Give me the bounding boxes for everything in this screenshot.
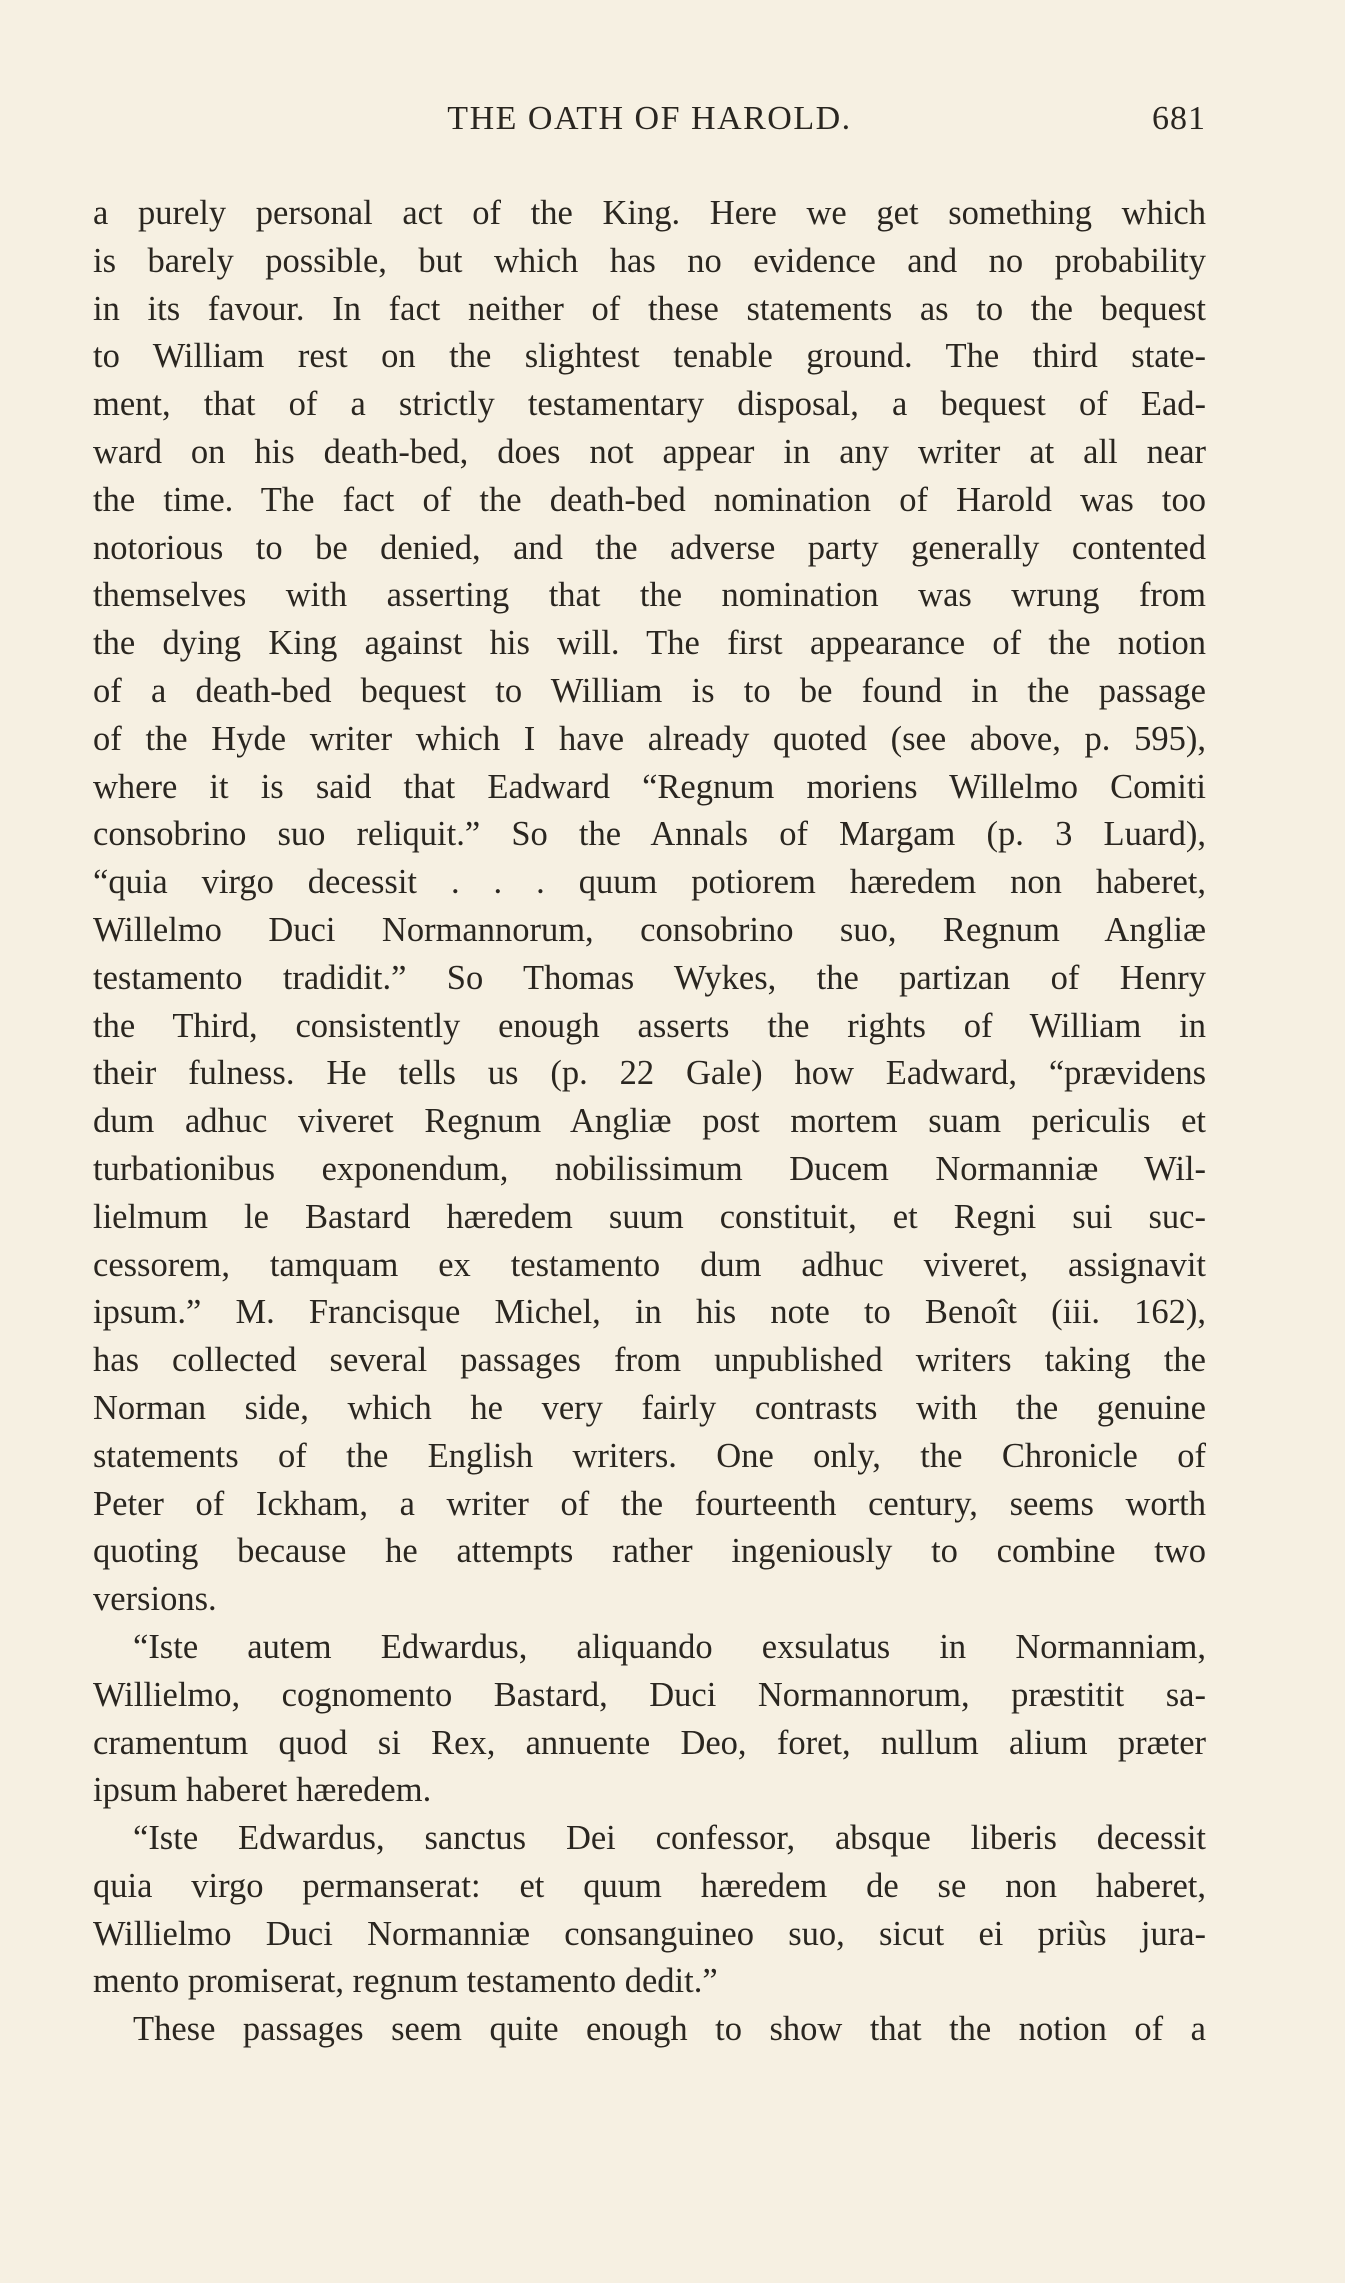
text-line: Willielmo, cognomento Bastard, Duci Normannorum, præstitit sa- xyxy=(93,1675,1206,1714)
text-line: “Iste autem Edwardus, aliquando exsulatus in Normanniam, xyxy=(133,1627,1206,1666)
text-line: Peter of Ickham, a writer of the fourteenth century, seems worth xyxy=(93,1484,1206,1523)
text-line: to William rest on the slightest tenable ground. The third state- xyxy=(93,337,1206,376)
text-line: Willielmo Duci Normanniæ consanguineo suo, sicut ei priùs jura- xyxy=(93,1914,1206,1953)
text-line: ment, that of a strictly testamentary disposal, a bequest of Ead- xyxy=(93,385,1206,424)
text-line: mento promiserat, regnum testamento dedit.” xyxy=(93,1962,718,2001)
text-line: the time. The fact of the death-bed nomination of Harold was too xyxy=(93,480,1206,519)
text-line: dum adhuc viveret Regnum Angliæ post mortem suam periculis et xyxy=(93,1102,1206,1141)
text-line: of a death-bed bequest to William is to be found in the passage xyxy=(93,671,1206,710)
running-head xyxy=(93,100,1206,150)
text-line: where it is said that Eadward “Regnum moriens Willelmo Comiti xyxy=(93,767,1206,806)
text-line: quoting because he attempts rather ingeniously to combine two xyxy=(93,1532,1206,1571)
text-line: “Iste Edwardus, sanctus Dei confessor, absque liberis decessit xyxy=(133,1819,1206,1858)
text-line: Norman side, which he very fairly contrasts with the genuine xyxy=(93,1388,1206,1427)
text-line: cessorem, tamquam ex testamento dum adhuc viveret, assignavit xyxy=(93,1245,1206,1284)
text-line: quia virgo permanserat: et quum hæredem de se non haberet, xyxy=(93,1866,1206,1905)
text-line: consobrino suo reliquit.” So the Annals of Margam (p. 3 Luard), xyxy=(93,815,1206,854)
text-line: Willelmo Duci Normannorum, consobrino suo, Regnum Angliæ xyxy=(93,910,1206,949)
text-line: testamento tradidit.” So Thomas Wykes, the partizan of Henry xyxy=(93,958,1206,997)
text-line: These passages seem quite enough to show that the notion of a xyxy=(133,2010,1206,2049)
text-line: is barely possible, but which has no evidence and no probability xyxy=(93,241,1206,280)
text-line: turbationibus exponendum, nobilissimum Ducem Normanniæ Wil- xyxy=(93,1149,1206,1188)
text-line: of the Hyde writer which I have already quoted (see above, p. 595), xyxy=(93,719,1206,758)
text-line: cramentum quod si Rex, annuente Deo, foret, nullum alium præter xyxy=(93,1723,1206,1762)
text-line: the Third, consistently enough asserts the rights of William in xyxy=(93,1006,1206,1045)
running-title: THE OATH OF HAROLD. xyxy=(447,100,852,137)
text-line: ipsum.” M. Francisque Michel, in his note to Benoît (iii. 162), xyxy=(93,1293,1206,1332)
text-line: versions. xyxy=(93,1580,217,1619)
text-line: lielmum le Bastard hæredem suum constituit, et Regni sui suc- xyxy=(93,1197,1206,1236)
text-line: “quia virgo decessit . . . quum potiorem hæredem non haberet, xyxy=(93,863,1206,902)
text-line: ipsum haberet hæredem. xyxy=(93,1771,432,1810)
page-number: 681 xyxy=(1152,100,1206,137)
text-line: the dying King against his will. The first appearance of the notion xyxy=(93,624,1206,663)
body-text xyxy=(93,190,1206,2054)
text-line: a purely personal act of the King. Here we get something which xyxy=(93,194,1206,232)
text-line: their fulness. He tells us (p. 22 Gale) how Eadward, “prævidens xyxy=(93,1054,1206,1093)
text-line: notorious to be denied, and the adverse party generally contented xyxy=(93,528,1206,567)
text-line: statements of the English writers. One only, the Chronicle of xyxy=(93,1436,1206,1475)
text-line: ward on his death-bed, does not appear in any writer at all near xyxy=(93,432,1206,471)
text-line: in its favour. In fact neither of these statements as to the bequest xyxy=(93,289,1206,328)
text-line: themselves with asserting that the nomination was wrung from xyxy=(93,576,1206,615)
text-line: has collected several passages from unpublished writers taking the xyxy=(93,1341,1206,1380)
